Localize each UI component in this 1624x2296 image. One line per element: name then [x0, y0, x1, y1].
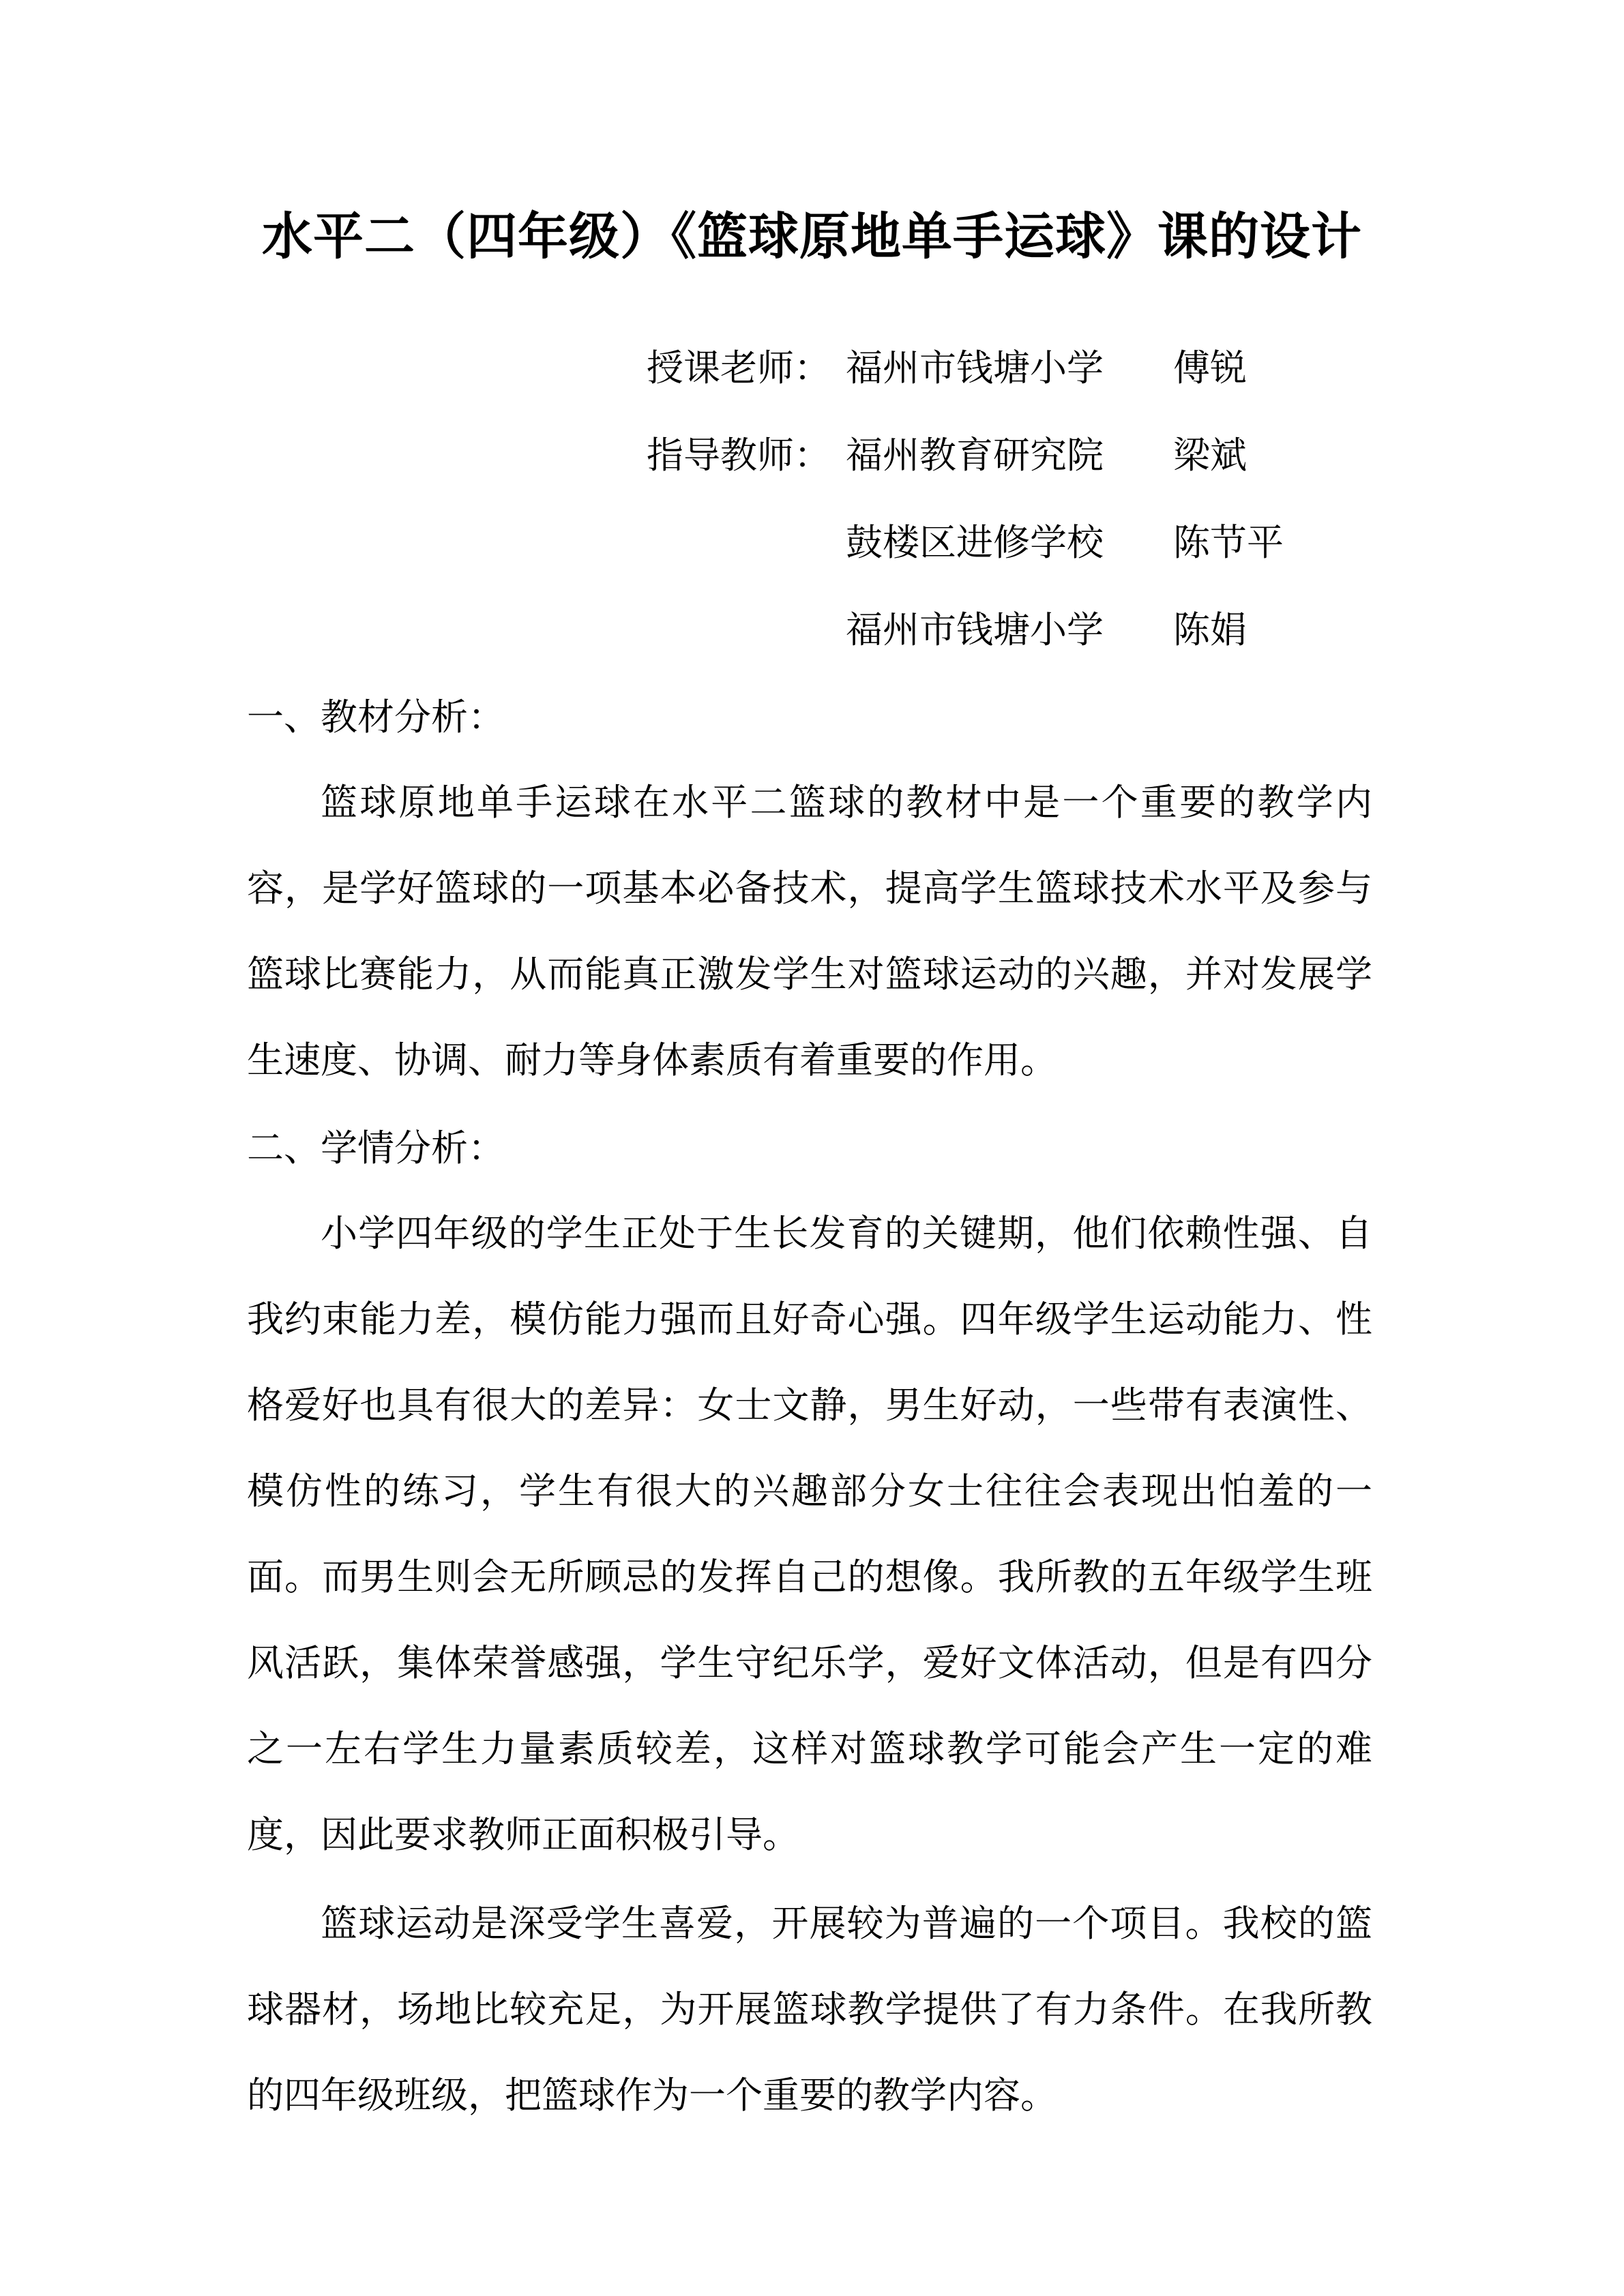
credit-name: 陈娟 [1173, 608, 1247, 651]
credit-role: 指导教师： [647, 434, 831, 477]
document-title: 水平二（四年级）《篮球原地单手运球》课的设计 [262, 207, 1362, 266]
credit-org: 福州市钱塘小学 [846, 608, 1104, 651]
credit-org: 福州市钱塘小学 [846, 346, 1104, 389]
paragraph-school-basketball: 篮球运动是深受学生喜爱，开展较为普遍的一个项目。我校的篮球器材，场地比较充足，为开展篮球教学提供了有力条件。在我所教的四年级班级，把篮球作为一个重要的教学内容。 [247, 1902, 1372, 2117]
credit-name: 陈节平 [1173, 521, 1284, 564]
paragraph-student-analysis: 小学四年级的学生正处于生长发育的关键期，他们依赖性强、自我约束能力差，模仿能力强而且好奇心强。四年级学生运动能力、性格爱好也具有很大的差异：女士文静，男生好动，一些带有表演性、模仿性的练习，学生有很大的兴趣部分女士往往会表现出怕羞的一面。而男生则会无所顾忌的发挥自己的想像。我所教的五年级学生班风活跃，集体荣誉感强，学生守纪乐学，爱好文体活动，但是有四分之一左右学生力量素质较差，这样对篮球教学可能会产生一定的难度，因此要求教师正面积极引导。 [247, 1212, 1372, 1856]
paragraph-material-analysis: 篮球原地单手运球在水平二篮球的教材中是一个重要的教学内容，是学好篮球的一项基本必备技术，提高学生篮球技术水平及参与篮球比赛能力，从而能真正激发学生对篮球运动的兴趣，并对发展学生速度、协调、耐力等身体素质有着重要的作用。 [247, 781, 1372, 1082]
credit-org: 鼓楼区进修学校 [846, 521, 1104, 564]
credit-org: 福州教育研究院 [846, 434, 1104, 477]
credit-name: 梁斌 [1173, 434, 1247, 477]
section-heading-students: 二、学情分析： [247, 1127, 505, 1169]
credit-name: 傅锐 [1173, 346, 1247, 389]
credit-role: 授课老师： [647, 346, 831, 389]
section-heading-material: 一、教材分析： [247, 696, 505, 739]
